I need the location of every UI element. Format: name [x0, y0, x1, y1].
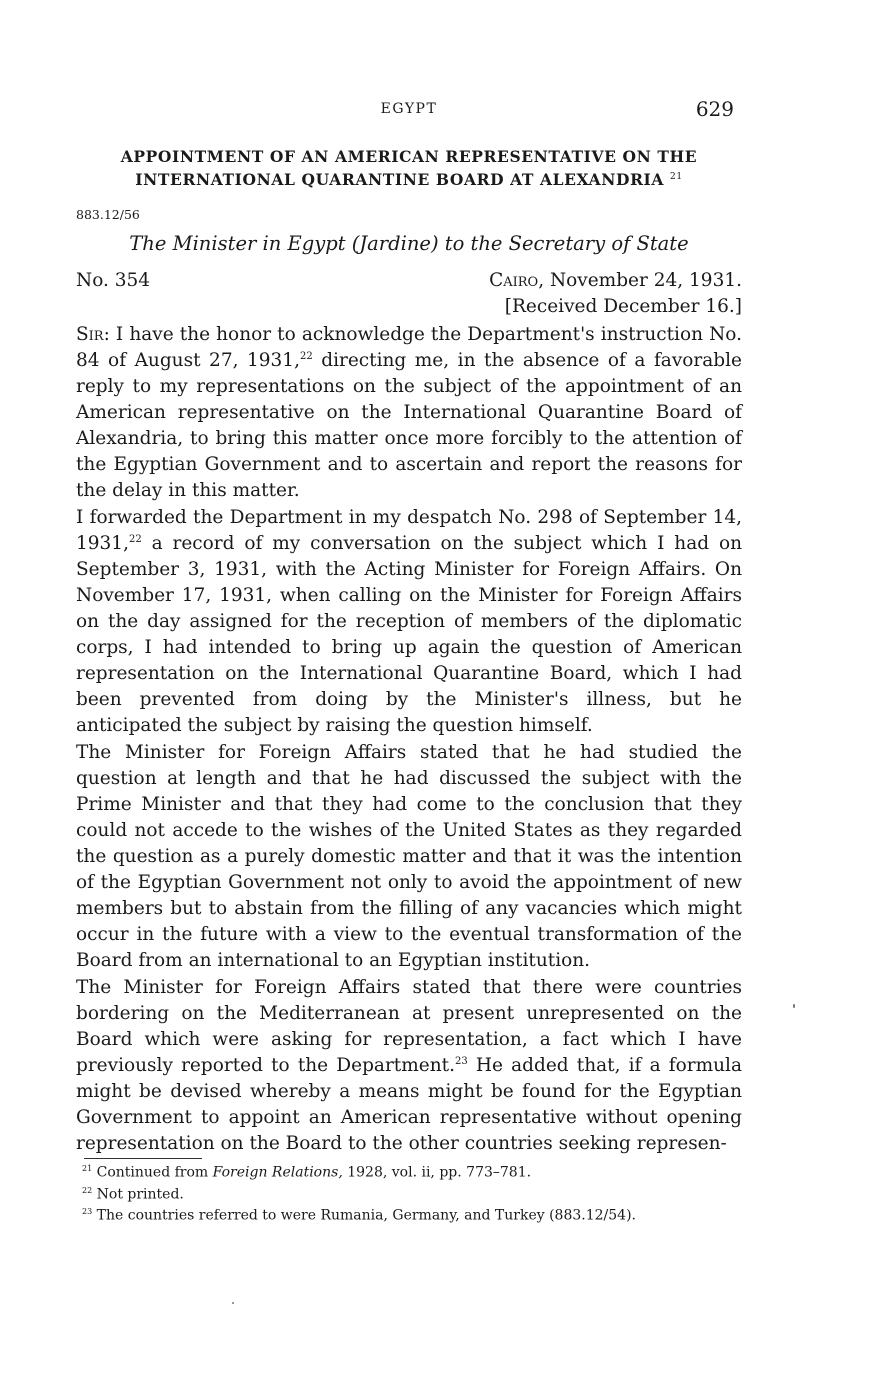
- dateline: [76, 270, 742, 320]
- footnote-number: 22: [82, 1185, 93, 1195]
- footnote: [82, 1182, 752, 1204]
- paragraph-4: [76, 975, 742, 1157]
- paragraph-2-text-a: I forwarded the Department in my despatch No. 298 of September 14, 1931,: [76, 507, 742, 554]
- salutation: Sir: [76, 324, 104, 345]
- running-title: EGYPT: [380, 101, 438, 117]
- paragraph-1-text-a: : I have the honor to acknowledge the Department's instruction No. 84 of August 27, 1931,: [76, 324, 742, 371]
- place: Cairo: [489, 270, 539, 291]
- section-heading: [76, 146, 742, 190]
- page-number: 629: [695, 97, 734, 121]
- footnote: [82, 1160, 752, 1182]
- paragraph-1-text-b: directing me, in the absence of a favorable reply to my representations on the subject of the appointment of an American representative on the International Quarantine Board of Alexandria, to bring this matter once more forcibly to the attention of the Egyptian Government and to ascertain and report the reasons for the delay in this matter.: [76, 350, 742, 501]
- paragraph-3: The Minister for Foreign Affairs stated that he had studied the question at length and that he had discussed the subject with the Prime Minister and that they had come to the conclusion that they could not accede to the wishes of the United States as they regarded the question as a purely domestic matter and that it was the intention of the Egyptian Government not only to avoid the appointment of new members but to abstain from the filling of any vacancies which might occur in the future with a view to the eventual transformation of the Board from an international to an Egyptian institution.: [76, 742, 742, 971]
- paragraph-4-text-a: The Minister for Foreign Affairs stated that there were countries bordering on the Mediterranean at present unrepresented on the Board which were asking for representation, a fact which I have previously reported to the Department.: [76, 977, 742, 1076]
- date: , November 24, 1931.: [538, 270, 742, 291]
- footnote: [82, 1203, 752, 1225]
- footnote-italic: Foreign Relations,: [212, 1164, 343, 1181]
- despatch-number: No. 354: [76, 270, 151, 291]
- heading-line-2: [76, 167, 742, 190]
- footnote-divider: [84, 1158, 202, 1159]
- footnotes: [82, 1160, 752, 1225]
- heading-line-2-text: INTERNATIONAL QUARANTINE BOARD AT ALEXANDRIA: [135, 170, 665, 190]
- footnote-ref: 23: [454, 1055, 468, 1067]
- place-date: [489, 270, 742, 291]
- footnote-number: 21: [82, 1164, 93, 1173]
- file-number: 883.12/56: [76, 207, 140, 222]
- letter-body: [76, 322, 742, 1158]
- footnote-text: Not printed.: [92, 1186, 184, 1203]
- heading-line-1: APPOINTMENT OF AN AMERICAN REPRESENTATIVE ON THE: [120, 147, 698, 166]
- footnote-text: 1928, vol. ii, pp. 773–781.: [342, 1164, 532, 1181]
- received-date: [Received December 16.]: [504, 296, 742, 317]
- paragraph-1: [76, 322, 742, 504]
- paragraph-4-text-b: He added that, if a formula might be devised whereby a means might be found for the Egyptian Government to appoint an American representative without opening representation on the Board to the other countries seeking represen-: [76, 1055, 742, 1154]
- footnote-text: The countries referred to were Rumania, Germany, and Turkey (883.12/54).: [92, 1207, 636, 1224]
- footnote-ref: 22: [128, 533, 142, 545]
- margin-mark: [793, 1004, 795, 1008]
- document-title: The Minister in Egypt (Jardine) to the Secretary of State: [129, 232, 689, 255]
- running-head: [76, 97, 742, 121]
- page-speck: [232, 1302, 234, 1304]
- footnote-text: Continued from: [92, 1164, 213, 1181]
- footnote-ref: 21: [670, 172, 683, 182]
- footnote-number: 23: [82, 1207, 93, 1217]
- paragraph-2-text-b: a record of my conversation on the subject which I had on September 3, 1931, with the Acting Minister for Foreign Affairs. On November 17, 1931, when calling on the Minister for Foreign Affairs on the day assigned for the reception of members of the diplomatic corps, I had intended to bring up again the question of American representation on the International Quarantine Board, which I had been prevented from doing by the Minister's illness, but he anticipated the subject by raising the question himself.: [76, 533, 742, 736]
- paragraph-2: [76, 505, 742, 739]
- footnote-ref: 22: [299, 350, 313, 362]
